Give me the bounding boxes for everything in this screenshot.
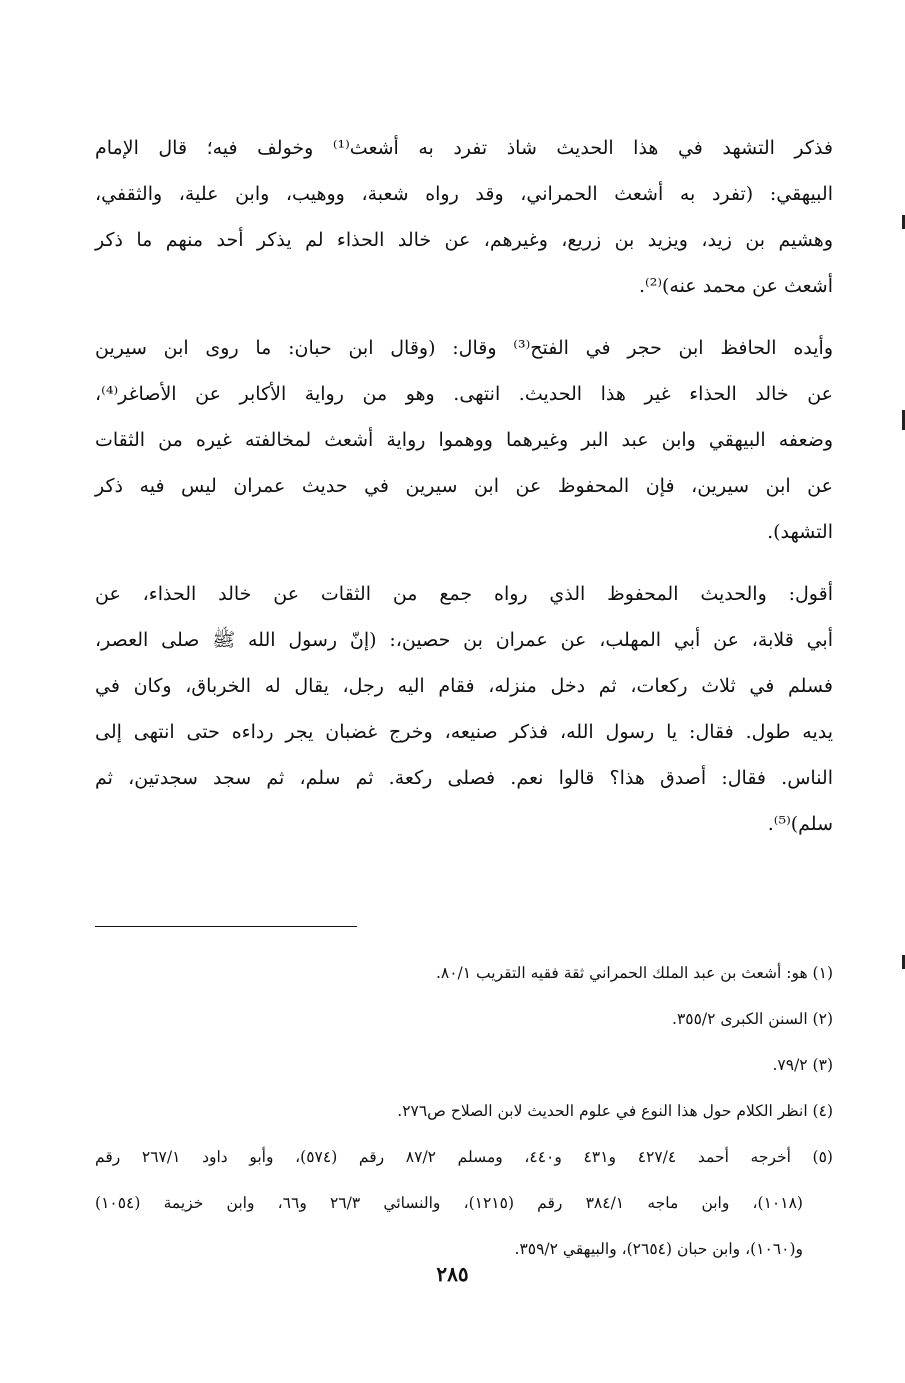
text-line: يديه طول. فقال: يا رسول الله، فذكر صنيعه، وخرج غضبان يجر رداءه حتى انتهى إلى: [95, 721, 833, 743]
footnote: [95, 950, 833, 996]
text-line: فسلم في ثلاث ركعات، ثم دخل منزله، فقام اليه رجل، يقال له الخرباق، وكان في: [95, 675, 833, 697]
paragraph: [95, 125, 833, 309]
footnote: [95, 1134, 833, 1272]
footnote-line: و(١٠٦٠)، وابن حبان (٢٦٥٤)، والبيهقي ٣٥٩/٢.: [514, 1240, 803, 1258]
footnote-divider: [95, 926, 357, 927]
text-line: سلم)⁽⁵⁾.: [767, 813, 833, 835]
text-line: أشعث عن محمد عنه)⁽²⁾.: [638, 275, 833, 297]
page-number: ٢٨٥: [436, 1262, 469, 1286]
footnotes: [95, 950, 833, 1272]
footnote: [95, 996, 833, 1042]
main-text: [95, 125, 833, 863]
text-line: وهشيم بن زيد، ويزيد بن زريع، وغيرهم، عن خالد الحذاء لم يذكر أحد منهم ما ذكر: [95, 229, 833, 251]
text-line: التشهد).: [767, 521, 833, 543]
text-line: عن خالد الحذاء غير هذا الحديث. انتهى. وهو من رواية الأكابر عن الأصاغر⁽⁴⁾،: [95, 383, 833, 405]
text-line: أقول: والحديث المحفوظ الذي رواه جمع من الثقات عن خالد الحذاء، عن: [95, 583, 833, 605]
footnote-line: (١) هو: أشعث بن عبد الملك الحمراني ثقة فقيه التقريب ٨٠/١.: [435, 964, 833, 982]
footnote-line: (٢) السنن الكبرى ٣٥٥/٢.: [672, 1010, 833, 1028]
footnote-line: (١٠١٨)، وابن ماجه ٣٨٤/١ رقم (١٢١٥)، والنسائي ٢٦/٣ و٦٦، وابن خزيمة (١٠٥٤): [95, 1194, 803, 1212]
footnote: [95, 1088, 833, 1134]
text-line: وأيده الحافظ ابن حجر في الفتح⁽³⁾ وقال: (وقال ابن حبان: ما روى ابن سيرين: [95, 337, 833, 359]
text-line: الناس. فقال: أصدق هذا؟ قالوا نعم. فصلى ركعة. ثم سلم، ثم سجد سجدتين، ثم: [95, 767, 833, 789]
text-line: فذكر التشهد في هذا الحديث شاذ تفرد به أشعث⁽¹⁾ وخولف فيه؛ قال الإمام: [95, 137, 833, 159]
footnote: [95, 1042, 833, 1088]
footnote-line: (٣) ٧٩/٢.: [772, 1056, 833, 1074]
paragraph: [95, 571, 833, 847]
text-line: البيهقي: (تفرد به أشعث الحمراني، وقد رواه شعبة، ووهيب، وابن علية، والثقفي،: [95, 183, 833, 205]
text-line: أبي قلابة، عن أبي المهلب، عن عمران بن حصين،: (إنّ رسول الله ﷺ صلى العصر،: [95, 629, 833, 651]
text-line: عن ابن سيرين، فإن المحفوظ عن ابن سيرين في حديث عمران ليس فيه ذكر: [95, 475, 833, 497]
text-line: وضعفه البيهقي وابن عبد البر وغيرهما ووهموا رواية أشعث لمخالفته غيره من الثقات: [95, 429, 833, 451]
paragraph: [95, 325, 833, 555]
footnote-line: (٥) أخرجه أحمد ٤٢٧/٤ و٤٣١ و٤٤٠، ومسلم ٨٧/٢ رقم (٥٧٤)، وأبو داود ٢٦٧/١ رقم: [95, 1148, 833, 1166]
footnote-line: (٤) انظر الكلام حول هذا النوع في علوم الحديث لابن الصلاح ص٢٧٦.: [397, 1102, 833, 1120]
